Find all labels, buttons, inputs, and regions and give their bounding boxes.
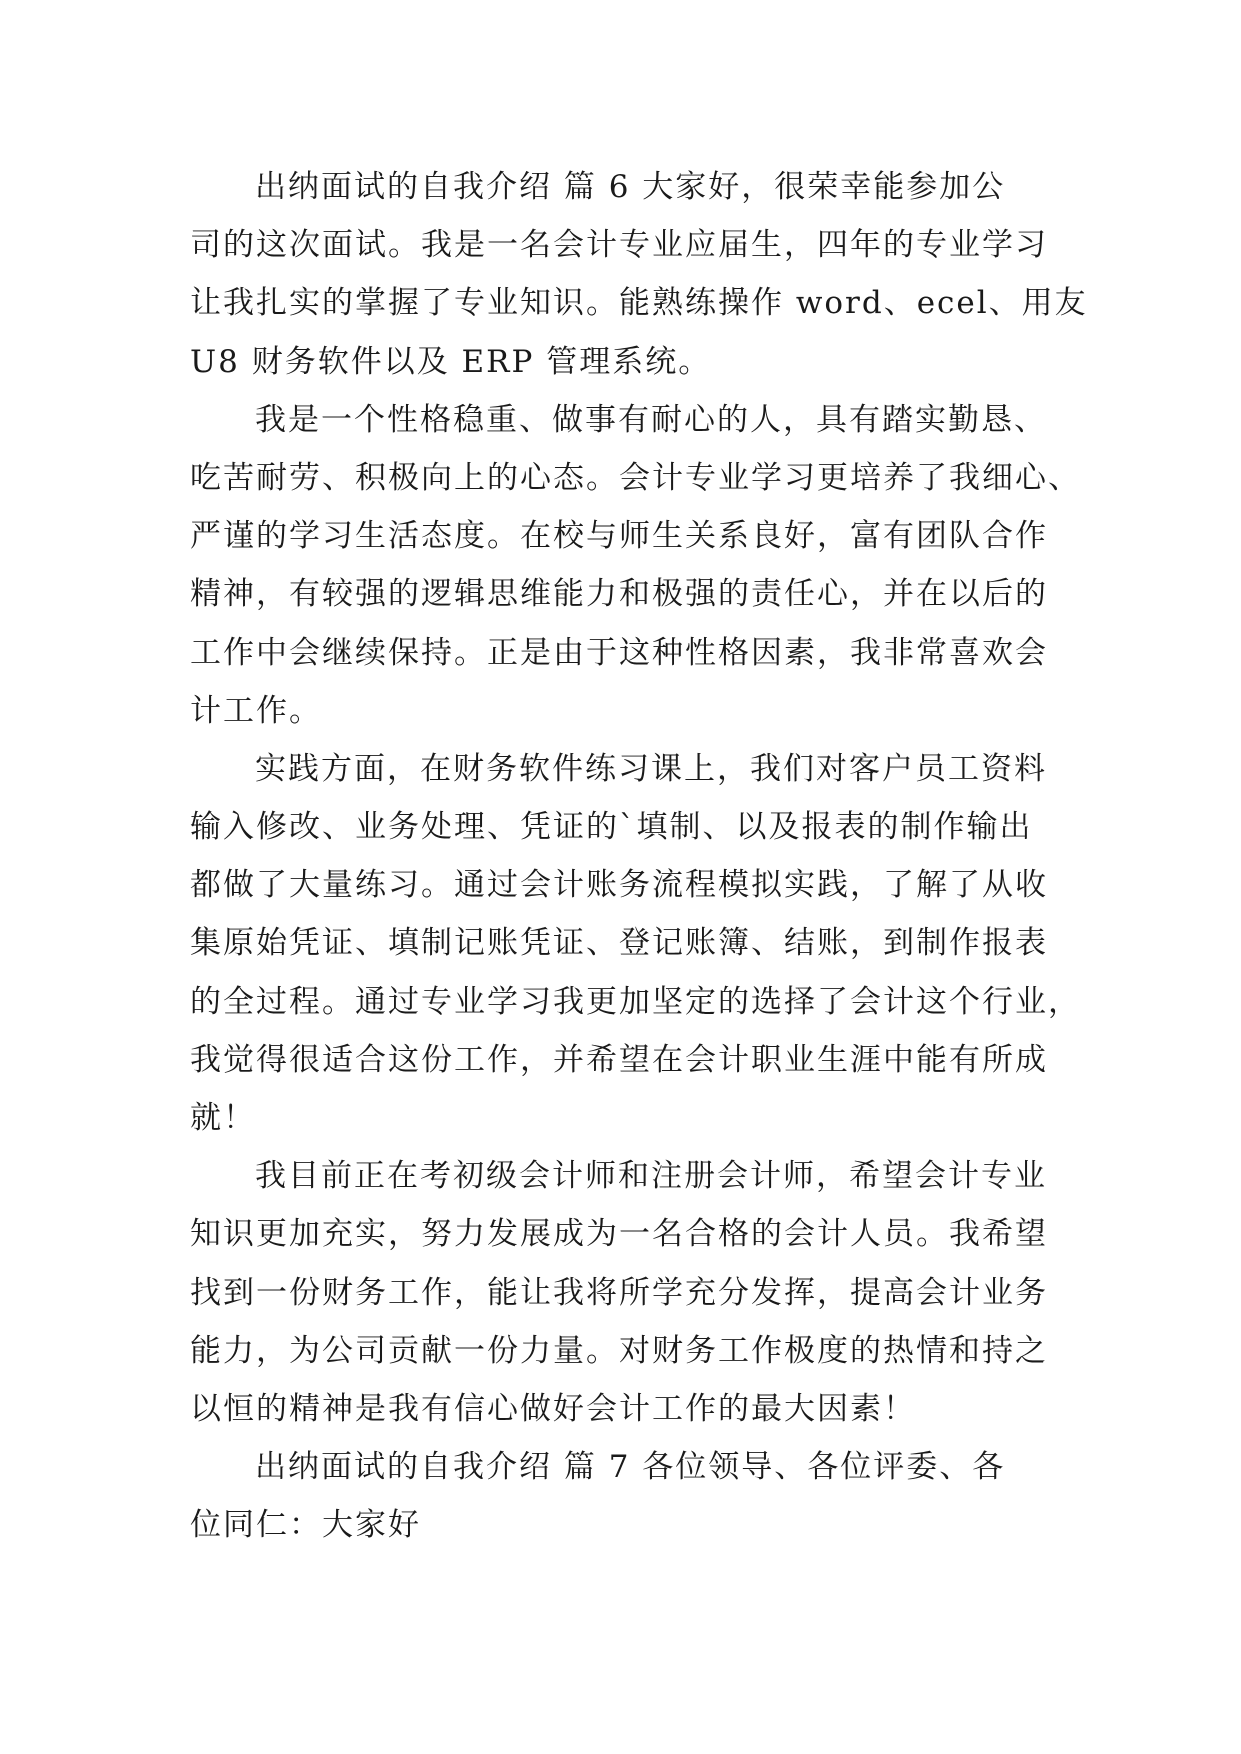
text-line: 出纳面试的自我介绍 篇 6 大家好，很荣幸能参加公 [255, 169, 1006, 205]
text-line: 以恒的精神是我有信心做好会计工作的最大因素！ [190, 1390, 916, 1427]
text-line: 位同仁：大家好 [190, 1507, 421, 1544]
text-line: 精神，有较强的逻辑思维能力和极强的责任心，并在以后的 [190, 576, 1048, 613]
text-line: 知识更加充实，努力发展成为一名合格的会计人员。我希望 [190, 1216, 1048, 1253]
text-line: 计工作。 [190, 692, 322, 729]
text-line: 工作中会继续保持。正是由于这种性格因素，我非常喜欢会 [190, 634, 1048, 671]
text-line: 就！ [190, 1100, 256, 1136]
text-line: 我是一个性格稳重、做事有耐心的人，具有踏实勤恳、 [255, 401, 1047, 438]
text-line: 让我扎实的掌握了专业知识。能熟练操作 word、ecel、用友 [190, 285, 1088, 322]
text-line: 能力，为公司贡献一份力量。对财务工作极度的热情和持之 [190, 1332, 1048, 1369]
text-line: 我目前正在考初级会计师和注册会计师，希望会计专业 [255, 1158, 1047, 1195]
text-line: 的全过程。通过专业学习我更加坚定的选择了会计这个行业， [190, 983, 1081, 1020]
text-line: U8 财务软件以及 ERP 管理系统。 [190, 343, 712, 380]
text-line: 集原始凭证、填制记账凭证、登记账簿、结账，到制作报表 [190, 925, 1048, 962]
text-line: 吃苦耐劳、积极向上的心态。会计专业学习更培养了我细心、 [190, 459, 1081, 496]
text-line: 实践方面，在财务软件练习课上，我们对客户员工资料 [255, 750, 1047, 787]
document-body [190, 158, 1088, 1555]
text-line: 出纳面试的自我介绍 篇 7 各位领导、各位评委、各 [255, 1449, 1006, 1486]
text-line: 找到一份财务工作，能让我将所学充分发挥，提高会计业务 [190, 1274, 1048, 1311]
text-line: 严谨的学习生活态度。在校与师生关系良好，富有团队合作 [190, 518, 1048, 555]
text-line: 输入修改、业务处理、凭证的`填制、以及报表的制作输出 [190, 809, 1033, 846]
text-line: 我觉得很适合这份工作，并希望在会计职业生涯中能有所成 [190, 1041, 1048, 1078]
text-line: 都做了大量练习。通过会计账务流程模拟实践，了解了从收 [190, 867, 1048, 904]
text-line: 司的这次面试。我是一名会计专业应届生，四年的专业学习 [190, 227, 1048, 264]
